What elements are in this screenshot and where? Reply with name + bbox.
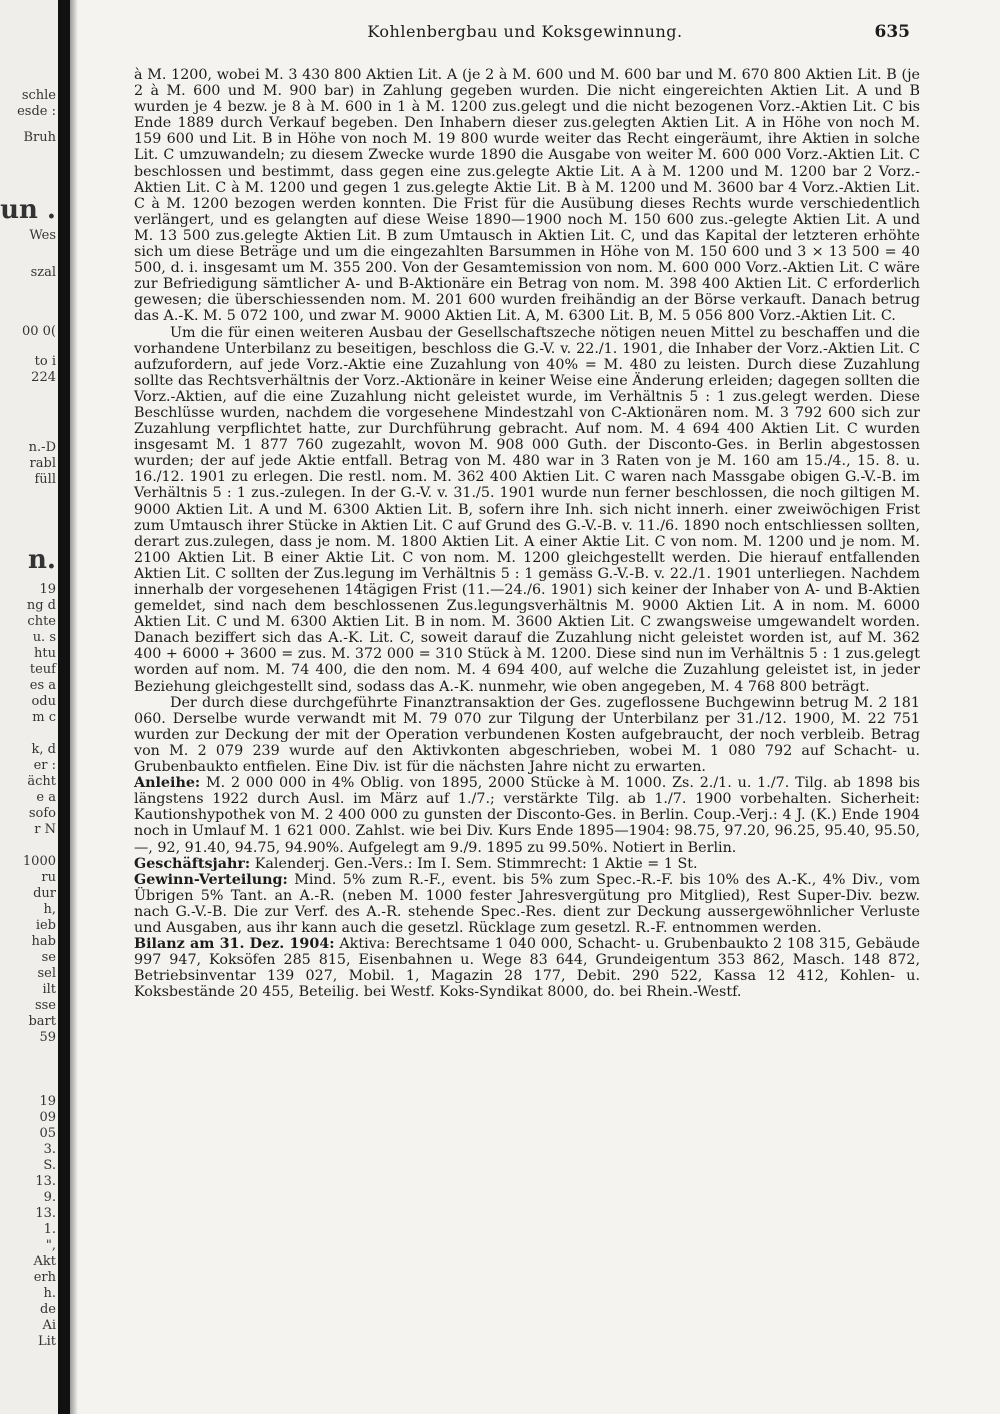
edge-fragment: er :: [33, 758, 56, 773]
edge-fragment: 3.: [43, 1142, 56, 1157]
edge-fragment: k, d: [31, 742, 56, 757]
paragraph: [134, 67, 920, 325]
edge-fragment: Akt: [33, 1254, 56, 1269]
edge-fragment: es a: [29, 678, 56, 693]
edge-fragment: se: [41, 950, 56, 965]
body-text: [134, 67, 920, 1000]
edge-fragment: n.: [28, 546, 56, 574]
edge-fragment: 224: [31, 370, 56, 385]
paragraph: [134, 775, 920, 855]
paragraph: [134, 872, 920, 936]
paragraph: [134, 325, 920, 695]
edge-fragment: erh: [33, 1270, 56, 1285]
edge-fragment: szal: [30, 265, 56, 280]
edge-fragment: sse: [34, 998, 56, 1013]
paragraph-text: M. 2 000 000 in 4% Oblig. von 1895, 2000 Stücke à M. 1000. Zs. 2./1. u. 1./7. Tilg. ab 1898 bis längstens 1922 durch Ausl. im März auf 1./7.; verstärkte Tilg. ab 1./7. 1900 vorbehalten. Sicherheit: Kautionshypothek von M. 2 400 000 zu gunsten der Disconto-Ges. in Berlin. Coup.-Verj.: 4 J. (K.) Ende 1904 noch in Umlauf M. 1 621 000. Zahlst. wie bei Div. Kurs Ende 1895—1904: 98.75, 97.20, 96.25, 95.40, 95.50, —, 92, 91.40, 94.75, 94.90%. Aufgelegt am 9./9. 1895 zu 99.50%. Notiert in Berlin.: [134, 775, 921, 856]
edge-fragment: to i: [34, 354, 56, 369]
paragraph-lead: Geschäftsjahr:: [134, 855, 251, 872]
edge-fragment: 09: [39, 1110, 56, 1125]
running-head-title: Kohlenbergbau und Koksgewinnung.: [367, 22, 683, 41]
edge-fragment: htu: [34, 646, 56, 661]
book-page: [100, 0, 920, 1414]
edge-fragment: 59: [39, 1030, 56, 1045]
paragraph-text: Kalenderj. Gen.-Vers.: Im I. Sem. Stimmrecht: 1 Aktie = 1 St.: [254, 855, 698, 872]
paragraph: [134, 695, 920, 775]
edge-fragment: teuf: [29, 662, 56, 677]
adjacent-page-edge: [0, 0, 58, 1414]
paragraph-lead: Anleihe:: [134, 775, 201, 792]
running-head: [140, 22, 910, 46]
edge-fragment: sel: [37, 966, 56, 981]
edge-fragment: un .: [0, 196, 56, 224]
paragraph-text: Der durch diese durchgeführte Finanztransaktion der Ges. zugeflossene Buchgewinn betrug M. 2 181 060. Derselbe wurde verwandt mit M. 79 070 zur Tilgung der Unterbilanz per 31./12. 1900, M. 22 751 wurden zur Deckung der mit der Operation verbundenen Kosten aufgebraucht, der noch verbleib. Betrag von M. 2 079 239 wurde auf den Aktivkonten abgeschrieben, wobei M. 1 080 792 auf Schacht- u. Grubenbaukto entfielen. Eine Div. ist für die nächsten Jahre nicht zu erwarten.: [134, 694, 920, 776]
edge-fragment: m c: [32, 710, 56, 725]
edge-fragment: sofo: [28, 806, 56, 821]
edge-fragment: 19: [39, 582, 56, 597]
edge-fragment: S.: [43, 1158, 56, 1173]
paragraph: [134, 936, 920, 1000]
edge-fragment: h,: [43, 902, 56, 917]
edge-fragment: Ai: [42, 1318, 56, 1333]
edge-fragment: chte: [27, 614, 56, 629]
paragraph: [134, 856, 920, 872]
edge-fragment: e a: [36, 790, 56, 805]
edge-fragment: ru: [41, 870, 56, 885]
edge-fragment: Wes: [29, 228, 56, 243]
edge-fragment: h.: [43, 1286, 56, 1301]
edge-fragment: schle: [21, 88, 56, 103]
edge-fragment: Bruh: [23, 130, 56, 145]
edge-fragment: ächt: [27, 774, 56, 789]
edge-fragment: hab: [31, 934, 56, 949]
page-number: 635: [874, 22, 910, 42]
edge-fragment: n.-D: [28, 440, 56, 455]
edge-fragment: ",: [45, 1238, 56, 1253]
edge-fragment: 00 0(: [21, 324, 56, 339]
edge-fragment: ieb: [35, 918, 56, 933]
binding-gutter: [58, 0, 70, 1414]
edge-fragment: u. s: [32, 630, 56, 645]
paragraph-lead: Bilanz am 31. Dez. 1904:: [134, 936, 335, 953]
paragraph-text: à M. 1200, wobei M. 3 430 800 Aktien Lit. A (je 2 à M. 600 und M. 600 bar und M. 670 800 Aktien Lit. B (je 2 à M. 600 und M. 900 bar) in Zahlung gegeben wurden. Die nicht eingereichten Aktien Lit. A und B wurden je 4 bezw. je 8 à M. 600 in 1 à M. 1200 zus.gelegt und die nicht bezogenen Vorz.-Aktien Lit. C bis Ende 1889 durch Verkauf begeben. Den Inhabern dieser zus.gelegten Aktien Lit. A in Höhe von noch M. 159 600 und Lit. B in Höhe von noch M. 19 800 wurde weiter das Recht eingeräumt, ihre Aktien in solche Lit. C umzuwandeln; zu diesem Zwecke wurde 1890 die Ausgabe von weiter M. 600 000 Vorz.-Aktien Lit. C beschlossen und bestimmt, dass gegen eine zus.gelegte Aktie Lit. A à M. 1200 und M. 1200 bar 2 Vorz.-Aktien Lit. C à M. 1200 und gegen 1 zus.gelegte Aktie Lit. B à M. 1200 und M. 3600 bar 4 Vorz.-Aktien Lit. C à M. 1200 bezogen werden konnten. Die Frist für die Ausübung dieses Rechts wurde verschiedentlich verlängert, und es gelangten auf diese Weise 1890—1900 noch M. 150 600 zus.-gelegte Aktien Lit. A und M. 13 500 zus.gelegte Aktien Lit. B zum Umtausch in Aktien Lit. C, und das Kapital der letzteren erhöhte sich um diese Beträge und um die eingezahlten Barsummen in Höhe von M. 150 600 und 3 × 13 500 = 40 500, d. i. insgesamt um M. 355 200. Von der Gesamtemission von nom. M. 600 000 Vorz.-Aktien Lit. C wäre zur Befriedigung sämtlicher A- und B-Aktionäre ein Betrag von nom. M. 398 400 Aktien Lit. C erforderlich gewesen; die überschiessenden nom. M. 201 600 wurden freihändig an der Börse verkauft. Danach betrug das A.-K. M. 5 072 100, und zwar M. 9000 Aktien Lit. A, M. 6300 Lit. B, M. 5 056 800 Vorz.-Aktien Lit. C.: [134, 67, 920, 325]
edge-fragment: esde :: [17, 104, 56, 119]
edge-fragment: Lit: [37, 1334, 56, 1349]
edge-fragment: 05: [39, 1126, 56, 1141]
edge-fragment: bart: [28, 1014, 56, 1029]
edge-fragment: 1000: [22, 854, 56, 869]
edge-fragment: ilt: [42, 982, 56, 997]
edge-fragment: rabl: [29, 456, 56, 471]
edge-fragment: 13.: [35, 1206, 56, 1221]
edge-fragment: dur: [33, 886, 56, 901]
paragraph-text: Um die für einen weiteren Ausbau der Gesellschaftszeche nötigen neuen Mittel zu beschaffen und die vorhandene Unterbilanz zu beseitigen, beschloss die G.-V. v. 22./1. 1901, die Inhaber der Vorz.-Aktien Lit. C aufzufordern, auf jede Vorz.-Aktie eine Zuzahlung von 40% = M. 480 zu leisten. Durch diese Zuzahlung sollte das Rechtsverhältnis der Vorz.-Aktionäre in keiner Weise eine Änderung erleiden; dagegen sollten die Vorz.-Aktien, auf die eine Zuzahlung nicht geleistet wurde, im Verhältnis 5 : 1 zus.gelegt werden. Diese Beschlüsse wurden, nachdem die vorgesehene Mindestzahl von C-Aktionären nom. M. 3 792 600 sich zur Zuzahlung verpflichtet hatte, zur Durchführung gebracht. Auf nom. M. 4 694 400 Aktien Lit. C wurden insgesamt M. 1 877 760 zugezahlt, wovon M. 908 000 Guth. der Disconto-Ges. in Berlin abgestossen wurden; der auf jede Aktie entfall. Betrag von M. 480 war in 3 Raten von je M. 160 am 15./4., 15. 8. u. 16./12. 1901 zu erlegen. Die restl. nom. M. 362 400 Aktien Lit. C waren nach Massgabe obigen G.-V.-B. im Verhältnis 5 : 1 zus.-zulegen. In der G.-V. v. 31./5. 1901 wurde nun ferner beschlossen, die noch giltigen M. 9000 Aktien Lit. A und M. 6300 Aktien Lit. B, sofern ihre Inh. sich nicht innerh. einer zweiwöchigen Frist zum Umtausch ihrer Stücke in Aktien Lit. C auf Grund des G.-V.-B. v. 11./6. 1890 noch entschliessen sollten, derart zus.zulegen, dass je nom. M. 1800 Aktien Lit. A einer Aktie Lit. C von nom. M. 1200 und je nom. M. 2100 Aktien Lit. B einer Aktie Lit. C von nom. M. 1200 gleichgestellt werden. Die hierauf entfallenden Aktien Lit. C sollten der Zus.legung im Verhältnis 5 : 1 gemäss G.-V.-B. v. 22./1. 1901 unterliegen. Nachdem innerhalb der vorgesehenen 14tägigen Frist (11.—24./6. 1901) sich keiner der Inhaber von A- und B-Aktien gemeldet, sind nach dem beschlossenen Zus.legungsverhältnis M. 9000 Aktien Lit. A in nom. M. 6000 Aktien Lit. C und M. 6300 Aktien Lit. B in nom. M. 3600 Aktien Lit. C zwangsweise umgewandelt worden. Danach beziffert sich das A.-K. Lit. C, soweit darauf die Zuzahlung nicht geleistet worden ist, auf M. 362 400 + 6000 + 3600 = zus. M. 372 000 = 310 Stück à M. 1200. Diese sind nun im Verhältnis 5 : 1 zus.gelegt worden auf nom. M. 74 400, die den nom. M. 4 694 400, auf welche die Zuzahlung geleistet ist, in jeder Beziehung gleichgestellt sind, sodass das A.-K. nunmehr, wie oben angegeben, M. 4 768 800 beträgt.: [134, 324, 920, 695]
paragraph-lead: Gewinn-Verteilung:: [134, 871, 288, 888]
edge-fragment: odu: [31, 694, 56, 709]
edge-fragment: de: [39, 1302, 56, 1317]
gutter-shadow: [70, 0, 78, 1414]
paragraph-text: Aktiva: Berechtsame 1 040 000, Schacht- u. Grubenbaukto 2 108 315, Gebäude 997 947, Koksöfen 285 815, Eisenbahnen u. Wege 83 644, Grundeigentum 353 862, Masch. 148 872, Betriebsinventar 139 027, Mobil. 1, Magazin 28 177, Debit. 290 522, Kassa 12 412, Kohlen- u. Koksbestände 20 455, Beteilig. bei Westf. Koks-Syndikat 8000, do. bei Rhein.-Westf.: [134, 936, 920, 1001]
edge-fragment: füll: [34, 472, 56, 487]
edge-fragment: r N: [34, 822, 56, 837]
paragraph-text: Mind. 5% zum R.-F., event. bis 5% zum Spec.-R.-F. bis 10% des A.-K., 4% Div., vom Übrigen 5% Tant. an A.-R. (neben M. 1000 fester Jahresvergütung pro Mitglied), Rest Super-Div. bezw. nach G.-V.-B. Die zur Verf. des A.-R. stehende Spec.-Res. dient zur Deckung aussergewöhnlicher Verluste und Ausgaben, aus ihr kann auch die gesetzl. Rücklage zum gesetzl. R.-F. entnommen werden.: [134, 871, 921, 936]
edge-fragment: 13.: [35, 1174, 56, 1189]
edge-fragment: 9.: [43, 1190, 56, 1205]
edge-fragment: 19: [39, 1094, 56, 1109]
edge-fragment: ng d: [26, 598, 56, 613]
edge-fragment: 1.: [43, 1222, 56, 1237]
